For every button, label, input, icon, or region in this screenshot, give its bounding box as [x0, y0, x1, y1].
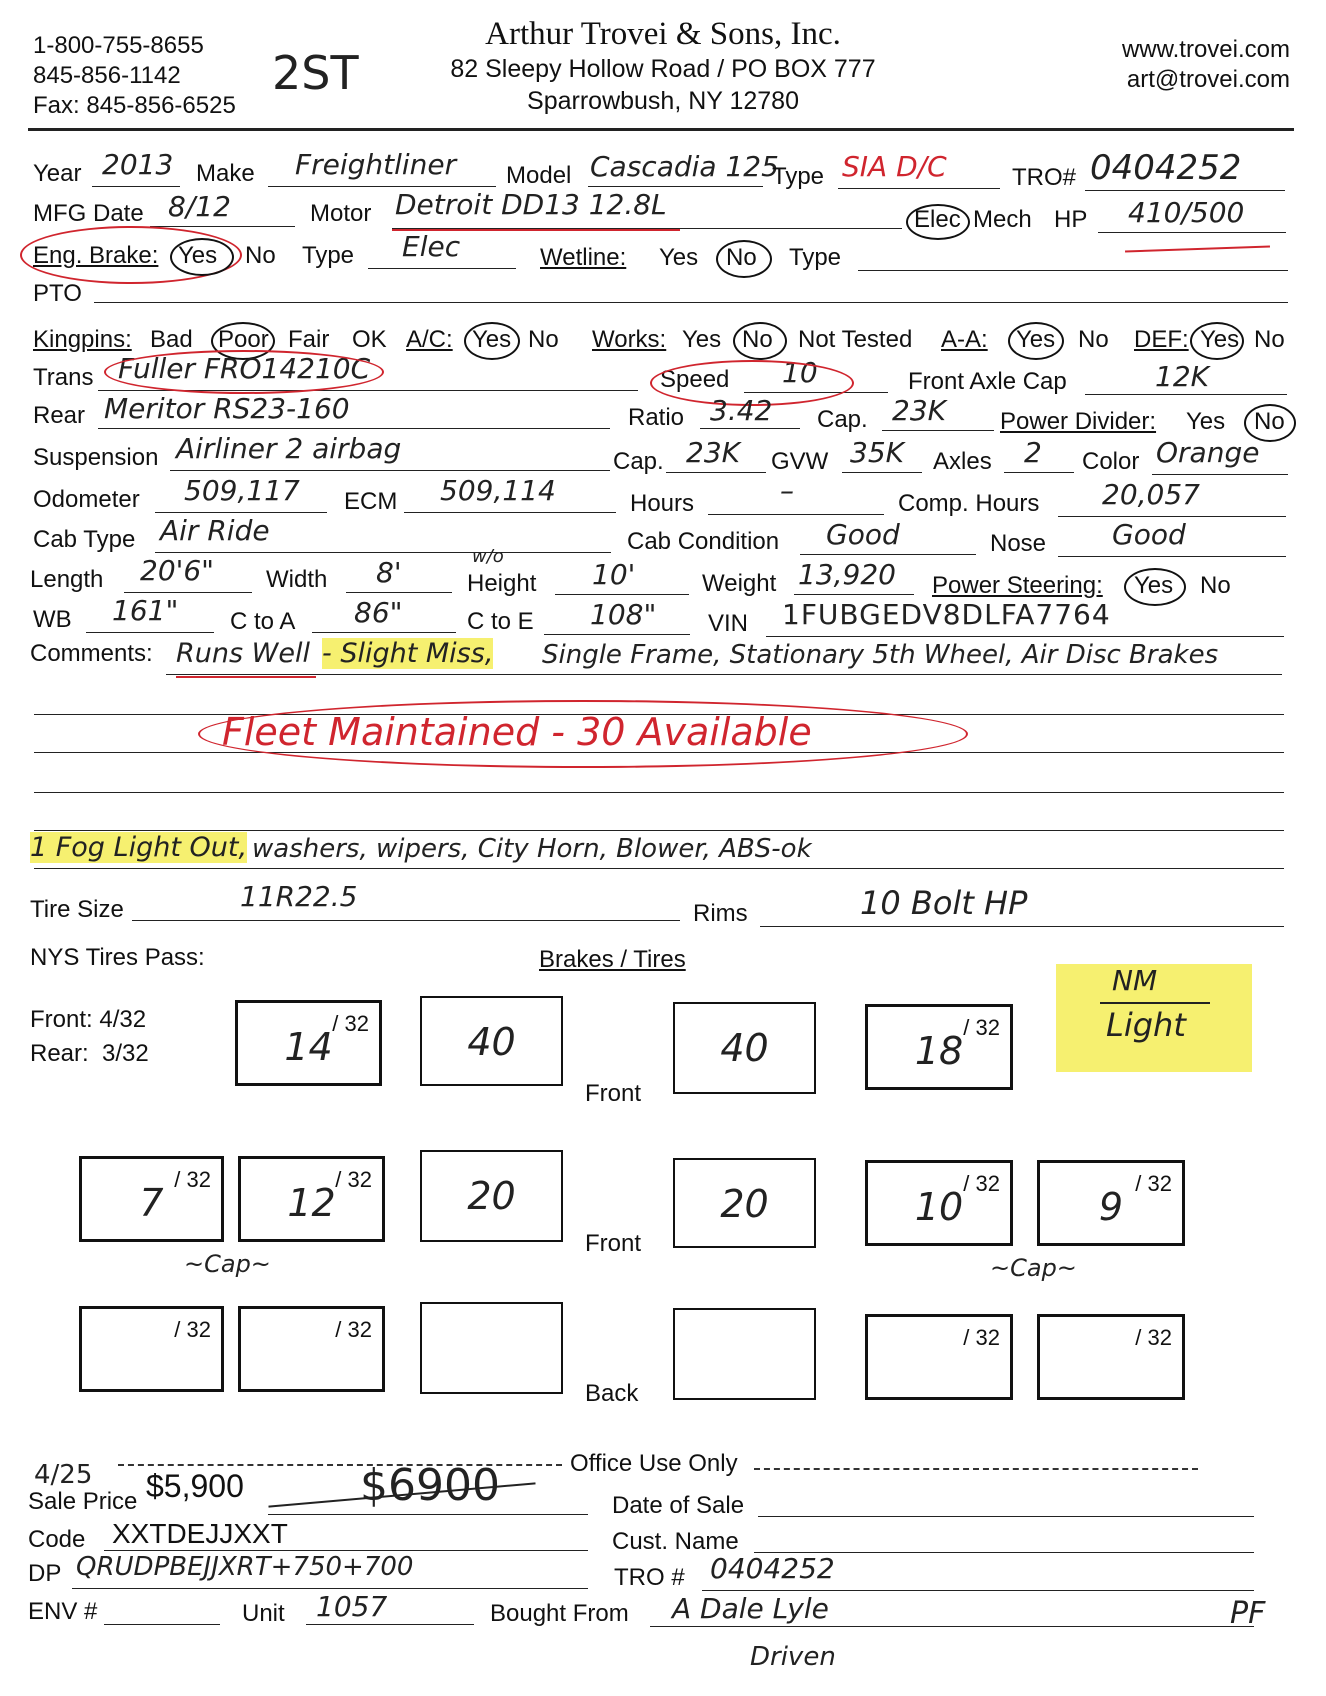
comments-label: Comments: — [30, 640, 153, 667]
unit-value[interactable]: 1057 — [316, 1590, 388, 1623]
model-value[interactable]: Cascadia 125 — [590, 150, 779, 183]
brake-box-mid-left[interactable] — [420, 1150, 563, 1242]
fleet-note-red-circle — [198, 700, 968, 768]
back-axle-label: Back — [585, 1380, 639, 1407]
odometer-label: Odometer — [33, 486, 140, 513]
works-not-tested[interactable]: Not Tested — [798, 326, 913, 353]
suspension-label: Suspension — [33, 444, 159, 471]
def-label: DEF: — [1134, 326, 1189, 353]
runs-well-underline — [176, 676, 316, 678]
length-label: Length — [30, 566, 104, 593]
aa-no[interactable]: No — [1078, 326, 1109, 353]
front-spec: Front: 4/32 — [30, 1006, 147, 1033]
color-label: Color — [1082, 448, 1140, 475]
year-value[interactable]: 2013 — [102, 148, 174, 181]
tire-box-back-left-outer[interactable] — [79, 1306, 224, 1392]
eng-brake-type-value[interactable]: Elec — [402, 230, 461, 263]
tire-box-back-left-inner[interactable] — [238, 1306, 385, 1392]
wetline-no[interactable]: No — [726, 244, 757, 271]
brake-box-back-left[interactable] — [420, 1302, 563, 1394]
mfg-date-label: MFG Date — [33, 200, 144, 227]
kingpins-fair[interactable]: Fair — [288, 326, 330, 353]
comment-slight-miss[interactable]: - Slight Miss, — [322, 638, 494, 669]
def-yes-circle — [1190, 322, 1244, 360]
per32-label: / 32 — [963, 1325, 1000, 1350]
rear-cap-value[interactable]: 23K — [892, 394, 946, 427]
cust-name-label: Cust. Name — [612, 1528, 739, 1555]
ecm-label: ECM — [344, 488, 398, 515]
bought-from-label: Bought From — [490, 1600, 629, 1627]
tire-box-mid-left-outer[interactable] — [79, 1156, 224, 1242]
brake-box-mid-right[interactable] — [673, 1158, 816, 1248]
per32-label: / 32 — [332, 1011, 369, 1036]
comp-hours-value[interactable]: 20,057 — [1102, 478, 1200, 511]
phone-1: 1-800-755-8655 — [33, 32, 204, 59]
brake-value: 20 — [720, 1182, 769, 1226]
rims-value[interactable]: 10 Bolt HP — [860, 884, 1028, 922]
c-to-e-value[interactable]: 108" — [590, 598, 657, 631]
per32-label: / 32 — [1135, 1325, 1172, 1350]
eng-brake-type-label: Type — [302, 242, 355, 269]
fleet-maintained-note[interactable]: Fleet Maintained - 30 Available — [222, 710, 812, 754]
weight-value[interactable]: 13,920 — [798, 558, 896, 591]
gvw-value[interactable]: 35K — [850, 436, 904, 469]
ac-label: A/C: — [406, 326, 453, 353]
pto-label: PTO — [33, 280, 82, 307]
aa-yes[interactable]: Yes — [1016, 326, 1056, 353]
cab-type-label: Cab Type — [33, 526, 136, 553]
trans-red-circle — [104, 350, 384, 394]
tro-label: TRO# — [1012, 164, 1077, 191]
brake-box-front-right[interactable] — [673, 1002, 816, 1094]
c-to-a-label: C to A — [230, 608, 296, 635]
comment-frame[interactable]: Single Frame, Stationary 5th Wheel, Air Disc Brakes — [542, 640, 1219, 670]
nose-label: Nose — [990, 530, 1047, 557]
gvw-label: GVW — [771, 448, 829, 475]
old-sale-price: $6900 — [360, 1460, 500, 1511]
tro-office-value[interactable]: 0404252 — [710, 1552, 835, 1585]
code-label: Code — [28, 1526, 86, 1553]
motor-value[interactable]: Detroit DD13 12.8L — [395, 188, 667, 221]
kingpins-bad[interactable]: Bad — [150, 326, 193, 353]
env-label: ENV # — [28, 1598, 98, 1625]
power-divider-yes[interactable]: Yes — [1186, 408, 1226, 435]
speed-label: Speed — [660, 366, 730, 393]
bought-from-value[interactable]: A Dale Lyle — [672, 1592, 829, 1625]
phone-2: 845-856-1142 — [33, 62, 181, 89]
unit-label: Unit — [242, 1600, 285, 1627]
wetline-label: Wetline: — [540, 244, 627, 271]
weight-label: Weight — [702, 570, 777, 597]
brakes-tires-heading: Brakes / Tires — [539, 946, 686, 973]
tire-value: 10 — [914, 1185, 964, 1229]
front-axle-cap-value[interactable]: 12K — [1155, 360, 1209, 393]
aa-yes-circle — [1008, 322, 1064, 360]
tire-value: 7 — [139, 1181, 164, 1225]
per32-label: / 32 — [335, 1167, 372, 1192]
type-value[interactable]: SIA D/C — [842, 150, 947, 183]
wetline-yes[interactable]: Yes — [659, 244, 699, 271]
side-note-light[interactable]: Light — [1106, 1006, 1186, 1044]
tire-box-mid-left-inner[interactable] — [238, 1156, 385, 1242]
tire-value: 14 — [284, 1025, 333, 1069]
trans-label: Trans — [33, 364, 94, 391]
eng-brake-yes-circle — [170, 238, 234, 276]
dp-label: DP — [28, 1560, 62, 1587]
per32-label: / 32 — [335, 1317, 372, 1342]
works-label: Works: — [592, 326, 667, 353]
axles-value[interactable]: 2 — [1024, 436, 1042, 469]
tro-value[interactable]: 0404252 — [1090, 148, 1242, 188]
rear-value[interactable]: Meritor RS23-160 — [104, 392, 350, 425]
def-no[interactable]: No — [1254, 326, 1285, 353]
eng-brake-yes[interactable]: Yes — [178, 242, 218, 269]
elec-option[interactable]: Elec — [914, 206, 961, 233]
tire-box-back-right-inner[interactable] — [865, 1314, 1013, 1400]
cab-condition-label: Cab Condition — [627, 528, 780, 555]
height-label: Height — [467, 570, 537, 597]
price-date[interactable]: 4/25 — [34, 1460, 93, 1490]
wetline-no-circle — [716, 240, 772, 278]
brake-box-front-left[interactable] — [420, 996, 563, 1086]
hp-label: HP — [1054, 206, 1088, 233]
tire-value: 12 — [287, 1181, 336, 1225]
side-note-nm[interactable]: NM — [1112, 964, 1158, 997]
brake-value: 40 — [720, 1026, 769, 1070]
make-value[interactable]: Freightliner — [295, 148, 457, 181]
per32-label: / 32 — [963, 1171, 1000, 1196]
ac-no[interactable]: No — [528, 326, 559, 353]
tire-value: 18 — [914, 1029, 964, 1073]
cap-note-right: ~Cap~ — [990, 1254, 1077, 1282]
comp-hours-label: Comp. Hours — [898, 490, 1040, 517]
tire-value: 9 — [1098, 1185, 1124, 1229]
per32-label: / 32 — [1135, 1171, 1172, 1196]
rear-cap-label: Cap. — [817, 406, 868, 433]
brake-box-back-right[interactable] — [673, 1308, 816, 1400]
susp-cap-label: Cap. — [613, 448, 664, 475]
elec-circle — [906, 204, 970, 240]
power-steering-yes[interactable]: Yes — [1134, 572, 1174, 599]
date-of-sale-label: Date of Sale — [612, 1492, 745, 1519]
mech-option[interactable]: Mech — [973, 206, 1032, 233]
rear-label: Rear — [33, 402, 86, 429]
width-value[interactable]: 8' — [376, 556, 402, 589]
eng-brake-no[interactable]: No — [245, 242, 276, 269]
color-value[interactable]: Orange — [1156, 436, 1260, 469]
length-value[interactable]: 20'6" — [140, 554, 215, 587]
cab-condition-value[interactable]: Good — [826, 518, 900, 551]
tro-office-label: TRO # — [614, 1564, 685, 1591]
tire-box-mid-right-inner[interactable] — [865, 1160, 1013, 1246]
front-axle-label: Front — [585, 1080, 642, 1107]
vin-value[interactable]: 1FUBGEDV8DLFA7764 — [782, 598, 1111, 631]
make-label: Make — [196, 160, 255, 187]
suspension-value[interactable]: Airliner 2 airbag — [176, 432, 402, 465]
tire-box-front-right-outer[interactable] — [865, 1004, 1013, 1090]
vin-label: VIN — [708, 610, 749, 637]
rims-label: Rims — [693, 900, 748, 927]
hours-label: Hours — [630, 490, 695, 517]
handwritten-note: 2ST — [272, 46, 359, 100]
brake-value: 40 — [467, 1020, 516, 1064]
susp-cap-value[interactable]: 23K — [686, 436, 740, 469]
c-to-e-label: C to E — [467, 608, 534, 635]
website: www.trovei.com — [1121, 36, 1290, 63]
kingpins-poor[interactable]: Poor — [218, 326, 269, 353]
rear-spec: Rear: 3/32 — [30, 1040, 149, 1067]
header-divider — [28, 128, 1294, 131]
c-to-a-value[interactable]: 86" — [354, 596, 403, 629]
driven-note: Driven — [750, 1642, 836, 1672]
motor-label: Motor — [310, 200, 372, 227]
front-axle-cap-label: Front Axle Cap — [908, 368, 1067, 395]
tire-box-back-right-outer[interactable] — [1037, 1314, 1185, 1400]
ac-yes[interactable]: Yes — [472, 326, 512, 353]
type-label: Type — [772, 163, 825, 190]
model-label: Model — [506, 162, 572, 189]
height-value[interactable]: 10' — [592, 558, 636, 591]
wb-value[interactable]: 161" — [112, 594, 179, 627]
cab-type-value[interactable]: Air Ride — [160, 514, 270, 547]
comment-fog-light[interactable]: 1 Fog Light Out, — [30, 832, 248, 863]
code-value[interactable]: XXTDEJJXXT — [112, 1518, 288, 1549]
per32-label: / 32 — [174, 1167, 211, 1192]
axles-label: Axles — [933, 448, 992, 475]
dp-value[interactable]: QRUDPBEJJXRT+750+700 — [76, 1552, 414, 1582]
power-steering-label: Power Steering: — [932, 572, 1103, 599]
trans-value[interactable]: Fuller FRO14210C — [118, 352, 371, 385]
sale-price-label: Sale Price — [28, 1488, 138, 1515]
speed-value[interactable]: 10 — [782, 356, 818, 389]
works-no[interactable]: No — [742, 326, 773, 353]
comment-runs-well[interactable]: Runs Well — [176, 638, 310, 669]
per32-label: / 32 — [963, 1015, 1000, 1040]
wetline-type-label: Type — [789, 244, 842, 271]
ac-yes-circle — [464, 322, 520, 360]
initials: PF — [1230, 1596, 1266, 1631]
aa-label: A-A: — [941, 326, 988, 353]
eng-brake-label: Eng. Brake: — [33, 242, 159, 269]
nose-value[interactable]: Good — [1112, 518, 1186, 551]
email: art@trovei.com — [1126, 66, 1290, 93]
address-line-1: 82 Sleepy Hollow Road / PO BOX 777 — [450, 55, 876, 83]
year-label: Year — [33, 160, 82, 187]
fax: Fax: 845-856-6525 — [33, 92, 236, 119]
sale-price-value[interactable]: $5,900 — [146, 1468, 244, 1504]
power-steering-yes-circle — [1124, 568, 1186, 606]
ecm-value[interactable]: 509,114 — [440, 474, 556, 507]
def-yes[interactable]: Yes — [1200, 326, 1240, 353]
front-axle-label-2: Front — [585, 1230, 642, 1257]
power-divider-label: Power Divider: — [1000, 408, 1157, 435]
ratio-value[interactable]: 3.42 — [710, 394, 773, 427]
nys-tires-pass-label: NYS Tires Pass: — [30, 944, 205, 971]
kingpins-label: Kingpins: — [33, 326, 132, 353]
works-yes[interactable]: Yes — [682, 326, 722, 353]
tire-size-value[interactable]: 11R22.5 — [240, 880, 358, 913]
width-label: Width — [266, 566, 328, 593]
mfg-date-value[interactable]: 8/12 — [168, 190, 231, 223]
power-divider-no[interactable]: No — [1254, 408, 1285, 435]
kingpins-ok[interactable]: OK — [352, 326, 387, 353]
per32-label: / 32 — [174, 1317, 211, 1342]
tire-box-mid-right-outer[interactable] — [1037, 1160, 1185, 1246]
address-line-2: Sparrowbush, NY 12780 — [527, 87, 799, 115]
office-dash-right — [754, 1468, 1198, 1470]
power-steering-no[interactable]: No — [1200, 572, 1231, 599]
brake-value: 20 — [467, 1174, 516, 1218]
works-no-circle — [733, 322, 787, 360]
wb-label: WB — [33, 606, 72, 633]
height-note: w/o — [472, 546, 504, 567]
cap-note-left: ~Cap~ — [184, 1250, 271, 1278]
tire-box-front-left-outer[interactable] — [235, 1000, 382, 1086]
odometer-value[interactable]: 509,117 — [184, 474, 300, 507]
hp-underline-red — [1125, 245, 1270, 252]
hours-value[interactable]: – — [780, 474, 794, 507]
ratio-label: Ratio — [628, 404, 685, 431]
company-name: Arthur Trovei & Sons, Inc. — [485, 16, 841, 52]
tire-size-label: Tire Size — [30, 896, 124, 923]
office-use-only-label: Office Use Only — [570, 1450, 738, 1477]
comment-washers[interactable]: washers, wipers, City Horn, Blower, ABS-ok — [252, 834, 812, 864]
hp-value[interactable]: 410/500 — [1128, 196, 1245, 229]
